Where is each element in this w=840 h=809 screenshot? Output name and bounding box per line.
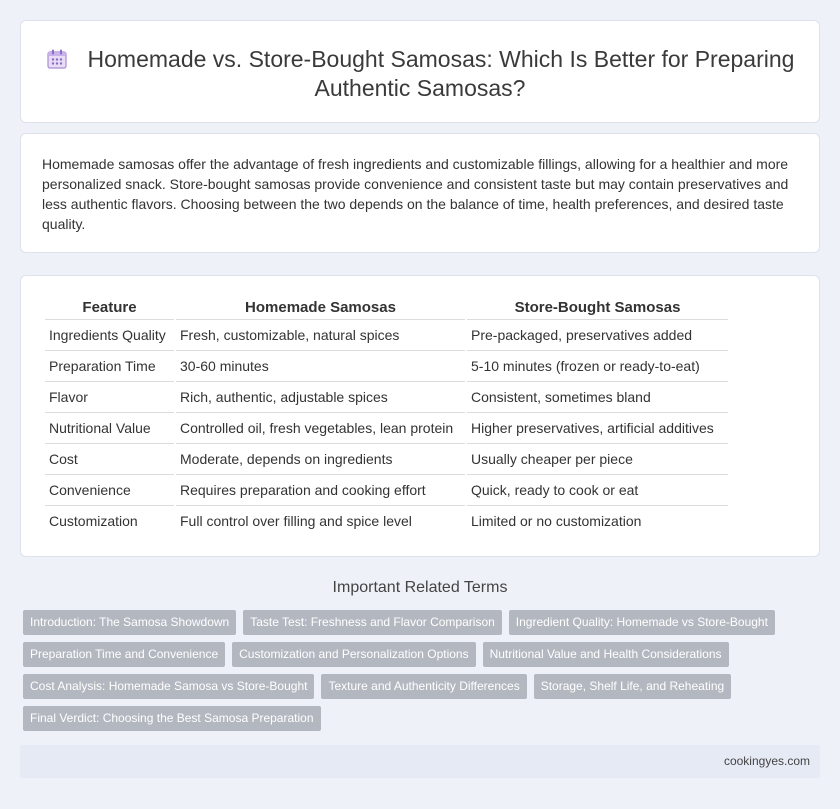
table-cell: Requires preparation and cooking effort	[176, 474, 465, 505]
table-cell: Preparation Time	[45, 350, 174, 381]
table-cell: Fresh, customizable, natural spices	[176, 319, 465, 350]
intro-paragraph: Homemade samosas offer the advantage of fresh ingredients and customizable fillings, allowing for a healthier and more personalized snack. Store-bought samosas provide convenience and consistent taste but may contain preservatives and less authentic flavors. Choosing between the two depends on the balance of time, health preferences, and desired taste quality.	[42, 156, 789, 232]
column-header-store-bought: Store-Bought Samosas	[514, 298, 681, 316]
table-cell: Rich, authentic, adjustable spices	[176, 381, 465, 412]
related-term-tag[interactable]: Final Verdict: Choosing the Best Samosa Preparation	[23, 706, 321, 731]
title-card	[20, 20, 820, 123]
table-cell: 30-60 minutes	[176, 350, 465, 381]
table-cell: Ingredients Quality	[45, 319, 174, 350]
table-row	[45, 319, 728, 350]
related-term-tag[interactable]: Preparation Time and Convenience	[23, 642, 225, 667]
comparison-table	[43, 295, 730, 536]
table-row	[45, 474, 728, 505]
related-term-tag[interactable]: Ingredient Quality: Homemade vs Store-Bought	[509, 610, 775, 635]
related-term-tag[interactable]: Cost Analysis: Homemade Samosa vs Store-Bought	[23, 674, 314, 699]
related-terms-heading: Important Related Terms	[332, 579, 508, 596]
related-term-tag[interactable]: Customization and Personalization Options	[232, 642, 475, 667]
table-cell: Full control over filling and spice level	[176, 505, 465, 536]
table-cell: Cost	[45, 443, 174, 474]
intro-card	[20, 133, 820, 253]
table-cell: Quick, ready to cook or eat	[467, 474, 728, 505]
related-term-tag[interactable]: Storage, Shelf Life, and Reheating	[534, 674, 731, 699]
related-term-tag[interactable]: Taste Test: Freshness and Flavor Comparison	[243, 610, 502, 635]
table-cell: Usually cheaper per piece	[467, 443, 728, 474]
related-term-tag[interactable]: Nutritional Value and Health Considerations	[483, 642, 729, 667]
table-cell: Customization	[45, 505, 174, 536]
calendar-icon	[46, 48, 68, 70]
column-header-feature: Feature	[82, 298, 137, 316]
table-cell: Limited or no customization	[467, 505, 728, 536]
table-header-row	[45, 295, 728, 319]
table-cell: Consistent, sometimes bland	[467, 381, 728, 412]
related-terms-list	[23, 610, 813, 738]
page-title: Homemade vs. Store-Bought Samosas: Which Is Better for Preparing Authentic Samosas?	[87, 46, 795, 101]
table-cell: Higher preservatives, artificial additives	[467, 412, 728, 443]
table-cell: 5-10 minutes (frozen or ready-to-eat)	[467, 350, 728, 381]
table-cell: Controlled oil, fresh vegetables, lean protein	[176, 412, 465, 443]
table-cell: Moderate, depends on ingredients	[176, 443, 465, 474]
page-title-wrap	[21, 45, 819, 103]
table-row	[45, 412, 728, 443]
table-row	[45, 381, 728, 412]
table-cell: Convenience	[45, 474, 174, 505]
table-row	[45, 505, 728, 536]
footer-site-link[interactable]: cookingyes.com	[723, 754, 810, 768]
related-term-tag[interactable]: Texture and Authenticity Differences	[321, 674, 526, 699]
table-cell: Flavor	[45, 381, 174, 412]
comparison-card	[20, 275, 820, 557]
table-row	[45, 443, 728, 474]
footer-bar	[20, 745, 820, 778]
table-cell: Pre-packaged, preservatives added	[467, 319, 728, 350]
table-cell: Nutritional Value	[45, 412, 174, 443]
related-term-tag[interactable]: Introduction: The Samosa Showdown	[23, 610, 236, 635]
table-row	[45, 350, 728, 381]
column-header-homemade: Homemade Samosas	[245, 298, 396, 316]
